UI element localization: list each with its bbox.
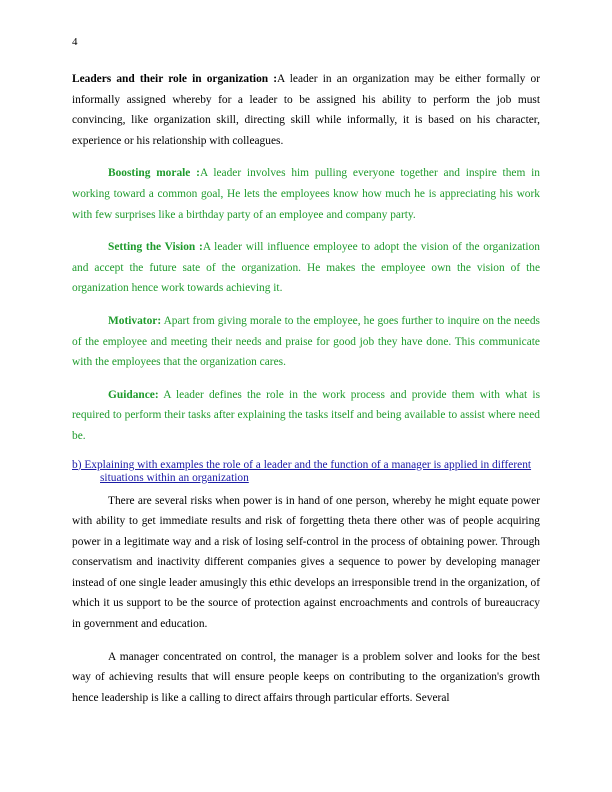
guidance-title: Guidance: [108,388,159,401]
body-paragraph-risks: There are several risks when power is in hand of one person, whereby he might equate power with ability to get immediate results and risk of forgetting theta there other was of people acquiring power in a legitimate way and a risk of losing self-control in the process of obtaining power. Through conservatism and inactivity different companies gives a sequence to power by developing manager instead of one single leader amusingly this ethic develops an irresponsible trend in the organization, of which it us support to be the source of protection against encroachments and controls of bureaucracy in government and education. [72,494,540,631]
page-number: 4 [72,36,78,48]
guidance-paragraph [72,385,540,447]
boosting-morale-title: Boosting morale : [108,167,200,180]
guidance-text: A leader defines the role in the work process and provide them with what is required to perform their tasks after explaining the tasks itself and being available to assist where need be. [72,388,540,442]
boosting-morale-text: A leader involves him pulling everyone together and inspire them in working toward a common goal, He lets the employees know how much he is appreciating his work with few surprises like a birthday party of an employee and company party. [72,167,540,221]
body-paragraph-manager: A manager concentrated on control, the manager is a problem solver and looks for the best way of achieving results that will ensure people keeps on contributing to the organization's growth hence leadership is like a calling to direct affairs through particular efforts. Several [72,650,540,704]
leaders-role-title: Leaders and their role in organization : [72,73,278,85]
setting-vision-text: A leader will influence employee to adopt the vision of the organization and accept the future sate of the organization. He makes the employee own the vision of the organization hence work towards achieving it. [72,241,540,295]
motivator-title: Motivator: [108,314,162,327]
setting-vision-title: Setting the Vision : [108,241,203,254]
leaders-role-paragraph [72,69,540,151]
boosting-morale-paragraph [72,163,540,225]
motivator-text: Apart from giving morale to the employee, he goes further to inquire on the needs of the employee and meeting their needs and praise for good job they have done. This communicate with the employees that the organization cares. [72,314,540,369]
motivator-paragraph [72,311,540,373]
leaders-role-text: A leader in an organization may be either formally or informally assigned whereby for a leader to be assigned his ability to perform the job must convincing, like organization skill, directing skill while informally, it is based on his character, experience or his relationship with colleagues. [72,73,540,147]
setting-vision-paragraph [72,237,540,299]
document-body [72,69,540,720]
section-b-heading: b) Explaining with examples the role of a leader and the function of a manager is applied in different situations within an organization [72,458,532,484]
